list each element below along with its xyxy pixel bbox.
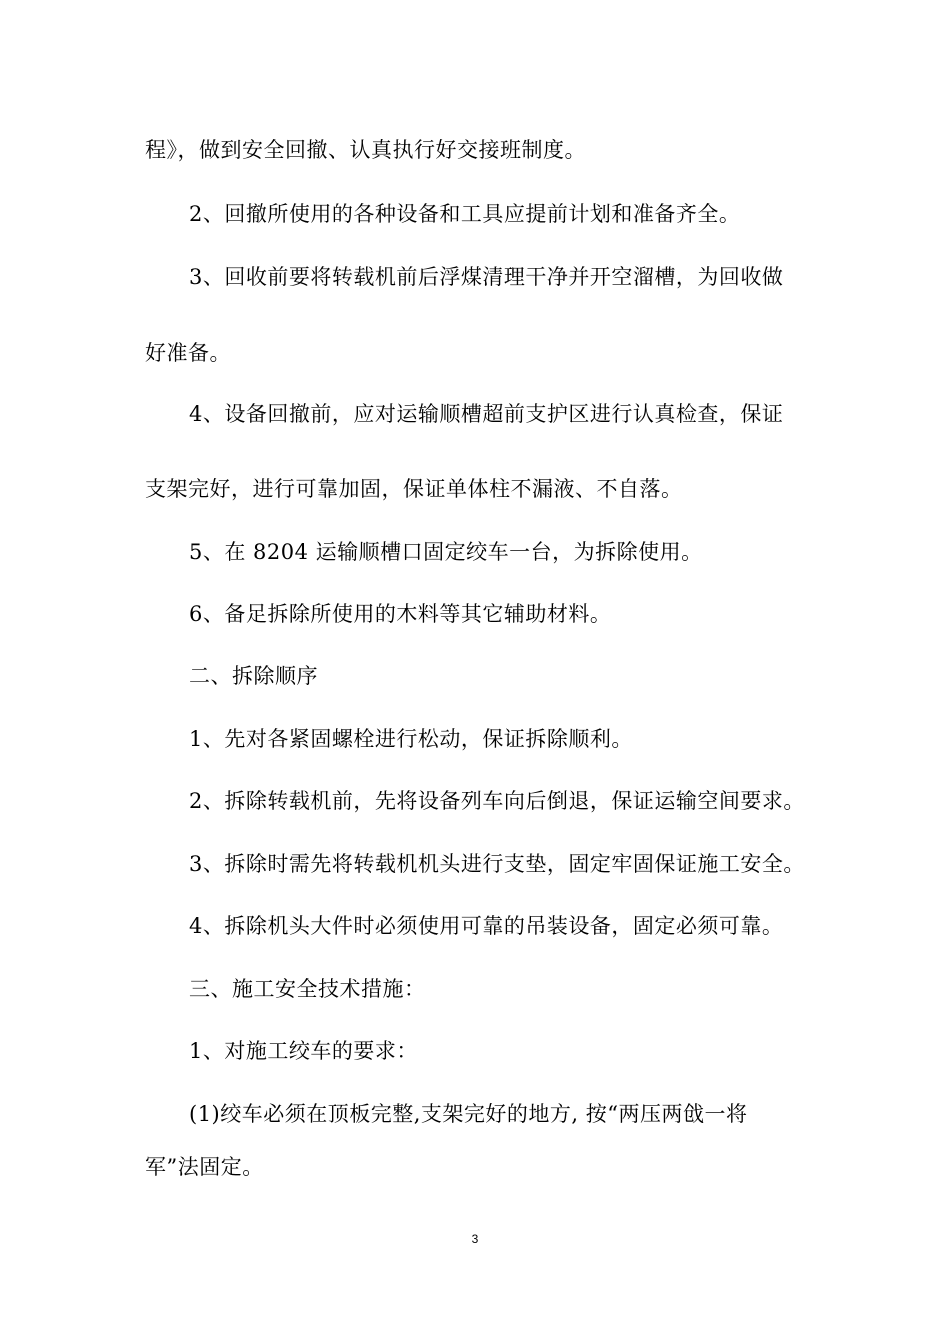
text-line: 4、拆除机头大件时必须使用可靠的吊装设备，固定必须可靠。 [189,914,784,938]
text-line: 2、拆除转载机前，先将设备列车向后倒退，保证运输空间要求。 [189,789,805,813]
page-number: 3 [471,1232,479,1246]
text-line: 6、备足拆除所使用的木料等其它辅助材料。 [189,602,612,626]
text-line: 5、在 8204 运输顺槽口固定绞车一台，为拆除使用。 [189,540,703,564]
text-line: 程》，做到安全回撤、认真执行好交接班制度。 [145,138,586,162]
text-line: 军”法固定。 [145,1155,264,1179]
text-line: 4、设备回撤前，应对运输顺槽超前支护区进行认真检查，保证 [189,402,784,426]
text-line: 3、回收前要将转载机前后浮煤清理干净并开空溜槽，为回收做 [189,265,784,289]
text-line: (1)绞车必须在顶板完整,支架完好的地方, 按“两压两戗一将 [189,1102,748,1126]
text-line: 1、对施工绞车的要求： [189,1039,418,1063]
text-line: 好准备。 [145,341,231,365]
text-line: 3、拆除时需先将转载机机头进行支垫，固定牢固保证施工安全。 [189,852,805,876]
section-heading: 三、施工安全技术措施： [189,977,426,1001]
section-heading: 二、拆除顺序 [189,664,318,688]
text-line: 支架完好，进行可靠加固，保证单体柱不漏液、不自落。 [145,477,683,501]
text-line: 1、先对各紧固螺栓进行松动，保证拆除顺利。 [189,727,633,751]
text-line: 2、回撤所使用的各种设备和工具应提前计划和准备齐全。 [189,202,741,226]
